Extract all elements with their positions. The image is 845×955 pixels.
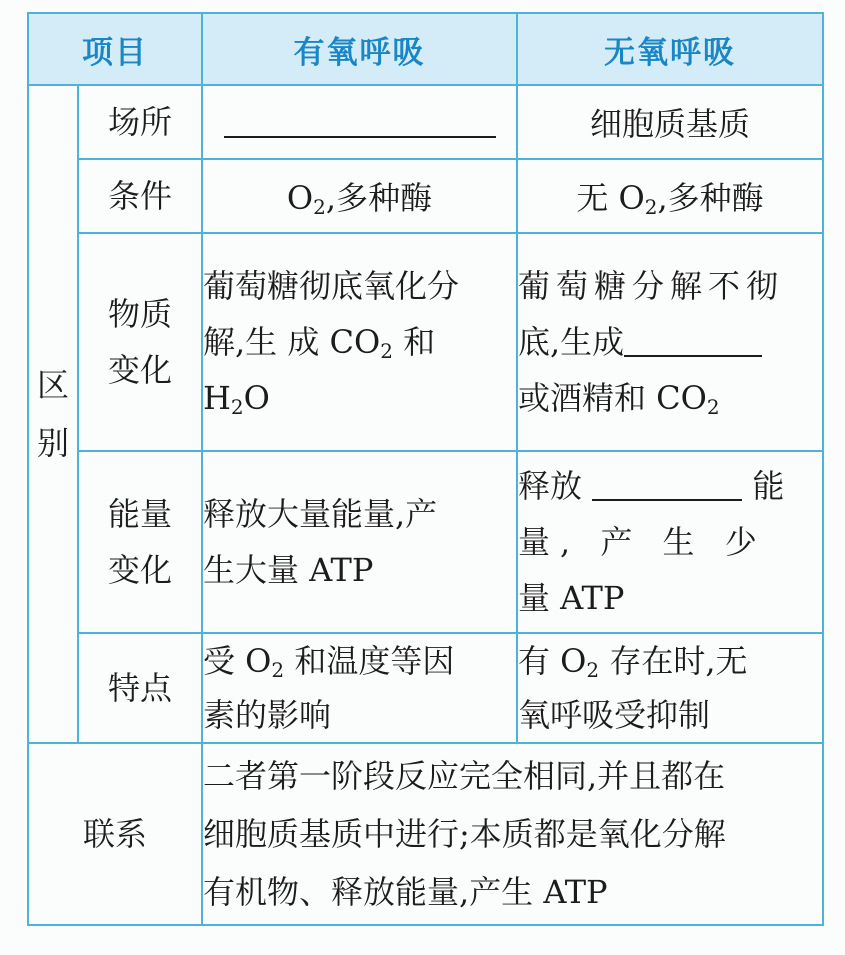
cell-aerobic-condition: $O_2$,多种酶: [202, 159, 517, 233]
group-label-difference: 区 别: [28, 85, 78, 743]
cell-anaerobic-feature: 有 $O_2$ 存在时,无 氧呼吸受抑制: [517, 633, 823, 743]
cell-aerobic-feature: 受 $O_2$ 和温度等因 素的影响: [202, 633, 517, 743]
label-matter: 物质 变化: [78, 233, 202, 451]
label-feature: 特点: [78, 633, 202, 743]
cell-aerobic-energy: 释放大量能量,产 生大量 ATP: [202, 451, 517, 633]
row-condition: [28, 159, 823, 233]
row-energy: [28, 451, 823, 633]
answer-blank-energy[interactable]: [592, 465, 742, 501]
comparison-table: [27, 12, 824, 926]
answer-blank-matter[interactable]: [624, 321, 762, 357]
cell-anaerobic-site: 细胞质基质: [517, 85, 823, 159]
label-site: 场所: [78, 85, 202, 159]
cell-aerobic-site[interactable]: [202, 85, 517, 159]
cell-link: 二者第一阶段反应完全相同,并且都在 细胞质基质中进行;本质都是氧化分解 有机物、释放能量,产生 ATP: [202, 743, 823, 925]
row-feature: [28, 633, 823, 743]
header-item: 项目: [28, 13, 202, 85]
label-link: 联系: [28, 743, 202, 925]
cell-aerobic-matter: 葡萄糖彻底氧化分 解,生 成 $CO_2$ 和 $H_2O$: [202, 233, 517, 451]
cell-anaerobic-energy: 释放 能 量, 产 生 少 量 ATP: [517, 451, 823, 633]
answer-blank-site[interactable]: [224, 102, 496, 138]
row-site: [28, 85, 823, 159]
header-anaerobic: 无氧呼吸: [517, 13, 823, 85]
cell-anaerobic-matter: 葡萄糖分解不彻 底,生成 或酒精和 $CO_2$: [517, 233, 823, 451]
header-aerobic: 有氧呼吸: [202, 13, 517, 85]
row-matter: [28, 233, 823, 451]
label-energy: 能量 变化: [78, 451, 202, 633]
label-condition: 条件: [78, 159, 202, 233]
header-row: [28, 13, 823, 85]
cell-anaerobic-condition: 无 $O_2$,多种酶: [517, 159, 823, 233]
row-link: [28, 743, 823, 925]
